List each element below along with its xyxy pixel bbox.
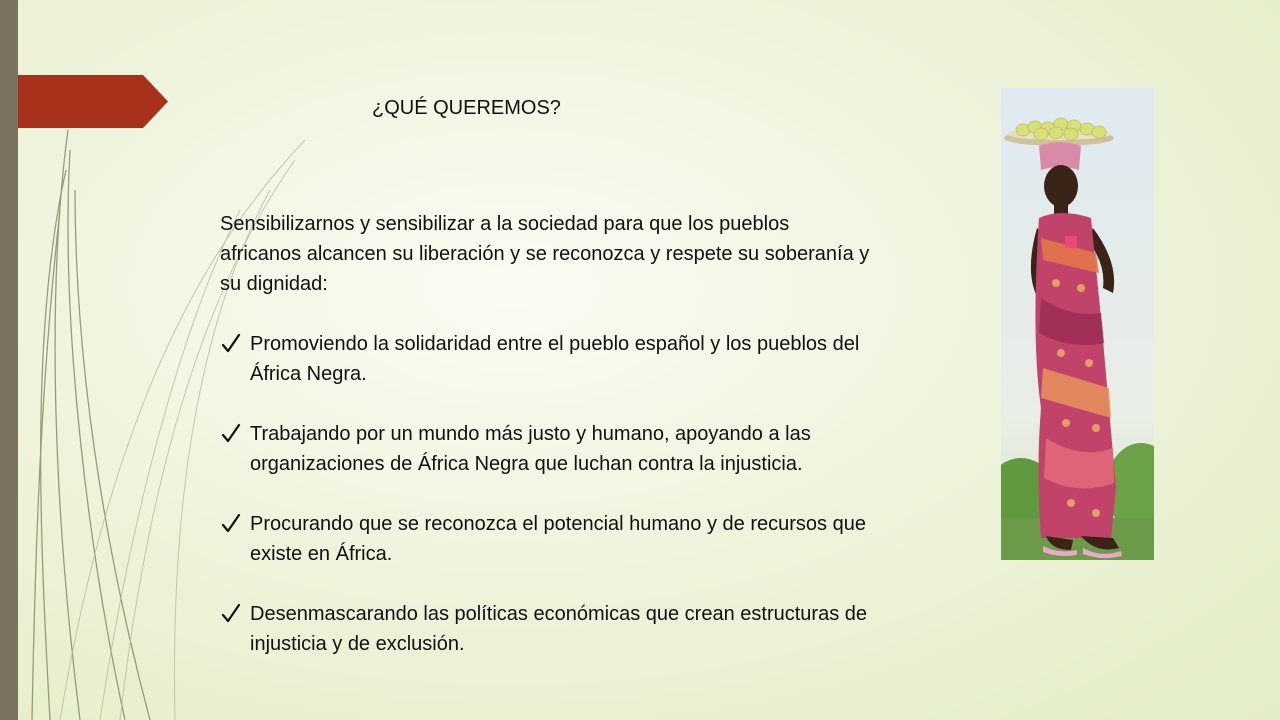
bullet-text: Procurando que se reconozca el potencial humano y de recursos que existe en África. [250, 513, 866, 565]
bullet-list [220, 329, 870, 659]
list-item [220, 419, 870, 479]
list-item [220, 509, 870, 569]
checkmark-icon [221, 331, 241, 355]
list-item [220, 599, 870, 659]
red-accent-tab [18, 75, 168, 128]
list-item [220, 329, 870, 389]
woman-carrying-fruit-basket-photo [1001, 88, 1154, 560]
bullet-text: Promoviendo la solidaridad entre el pueblo español y los pueblos del África Negra. [250, 333, 860, 385]
bullet-text: Desenmascarando las políticas económicas que crean estructuras de injusticia y de exclusión. [250, 603, 867, 655]
slide-title: ¿QUÉ QUEREMOS? [372, 97, 561, 119]
checkmark-icon [221, 511, 241, 535]
slide-body [220, 209, 870, 659]
bullet-text: Trabajando por un mundo más justo y humano, apoyando a las organizaciones de África Negra que luchan contra la injusticia. [250, 423, 811, 475]
intro-paragraph: Sensibilizarnos y sensibilizar a la sociedad para que los pueblos africanos alcancen su liberación y se reconozca y respete su soberanía y su dignidad: [220, 213, 870, 295]
checkmark-icon [221, 421, 241, 445]
checkmark-icon [221, 601, 241, 625]
